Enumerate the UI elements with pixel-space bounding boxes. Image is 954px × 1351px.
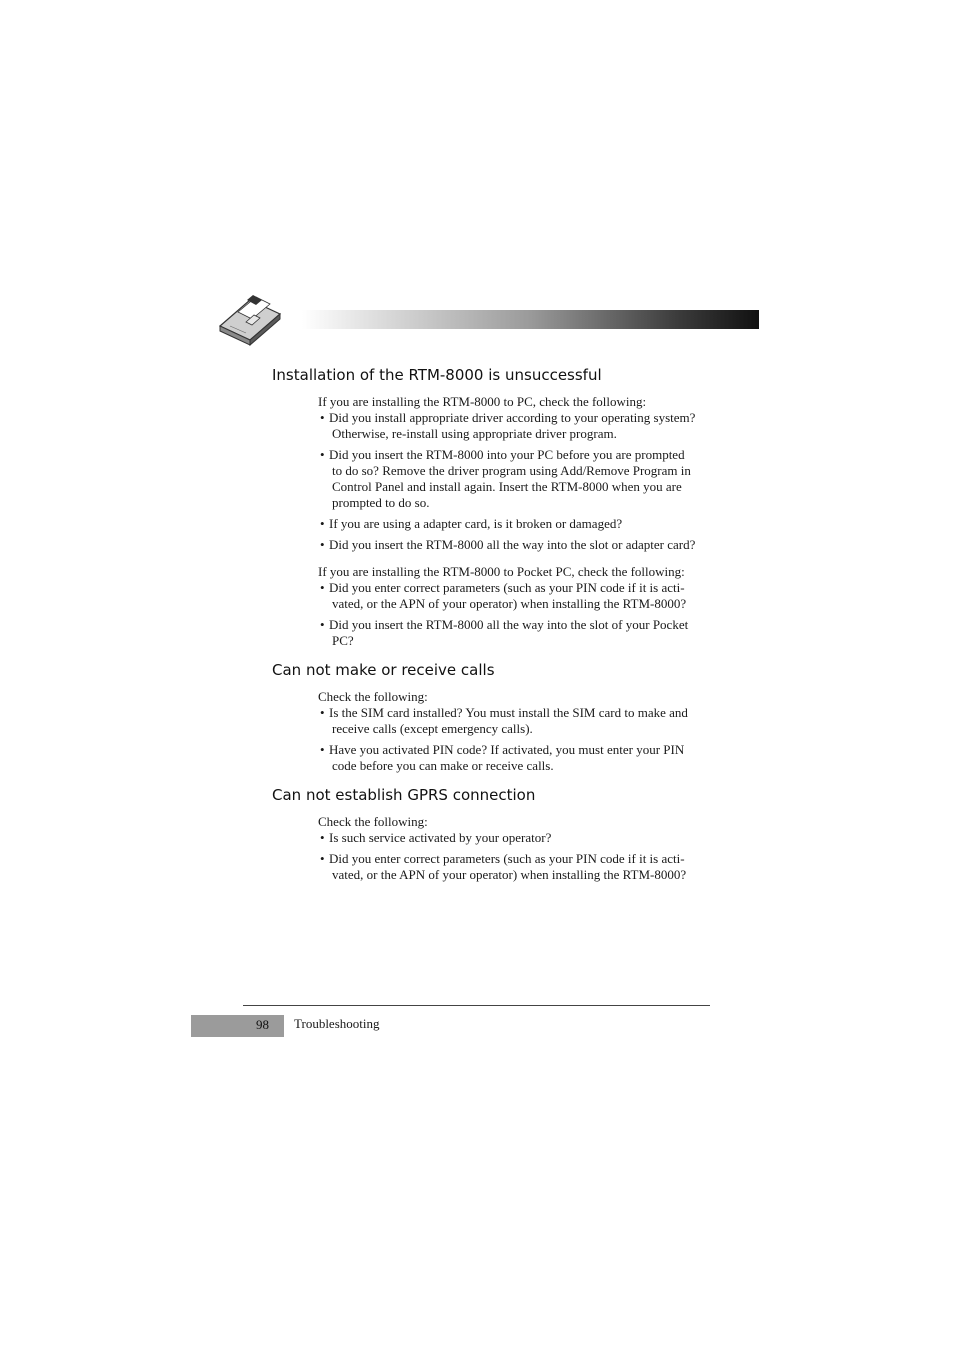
memory-card-icon [216, 292, 284, 348]
bullet-dot: • [320, 410, 325, 425]
footer-divider [243, 1005, 710, 1006]
page-number-box [191, 1015, 284, 1037]
list-item: • Is such service activated by your operator? [320, 830, 552, 845]
bullet-dot: • [320, 516, 325, 531]
list-item: • Is the SIM card installed? You must install the SIM card to make and receive calls (except emergency calls). [320, 705, 688, 736]
section-intro: Check the following: [318, 814, 428, 829]
section-intro: If you are installing the RTM-8000 to Pocket PC, check the following: [318, 564, 685, 579]
bullet-dot: • [320, 447, 325, 462]
header-gradient-bar [302, 310, 759, 329]
section-title-calls: Can not make or receive calls [272, 661, 495, 679]
section-title-gprs: Can not establish GPRS connection [272, 786, 536, 804]
list-item: • Did you enter correct parameters (such as your PIN code if it is acti- vated, or the APN of your operator) when installing the RTM-8000? [320, 580, 687, 611]
list-item: • If you are using a adapter card, is it broken or damaged? [320, 516, 623, 531]
footer-chapter-label: Troubleshooting [294, 1016, 380, 1031]
bullet-dot: • [320, 830, 325, 845]
list-item: • Did you insert the RTM-8000 into your PC before you are prompted to do so? Remove the driver program using Add/Remove Program in Control Panel and install again. Insert the RTM-8000 when you are prompted to do so. [320, 447, 691, 510]
bullet-dot: • [320, 742, 325, 757]
list-item: • Did you insert the RTM-8000 all the way into the slot or adapter card? [320, 537, 696, 552]
bullet-dot: • [320, 617, 325, 632]
list-item: • Did you enter correct parameters (such as your PIN code if it is acti- vated, or the APN of your operator) when installing the RTM-8000? [320, 851, 687, 882]
bullet-dot: • [320, 537, 325, 552]
page-number: 98 [256, 1017, 269, 1032]
section-intro: Check the following: [318, 689, 428, 704]
bullet-dot: • [320, 705, 325, 720]
section-title-installation: Installation of the RTM-8000 is unsuccessful [272, 366, 602, 384]
list-item: • Did you install appropriate driver according to your operating system? Otherwise, re-install using appropriate driver program. [320, 410, 696, 441]
section-intro: If you are installing the RTM-8000 to PC, check the following: [318, 394, 647, 409]
list-item: • Have you activated PIN code? If activated, you must enter your PIN code before you can make or receive calls. [320, 742, 685, 773]
list-item: • Did you insert the RTM-8000 all the way into the slot of your Pocket PC? [320, 617, 689, 648]
bullet-dot: • [320, 851, 325, 866]
bullet-dot: • [320, 580, 325, 595]
